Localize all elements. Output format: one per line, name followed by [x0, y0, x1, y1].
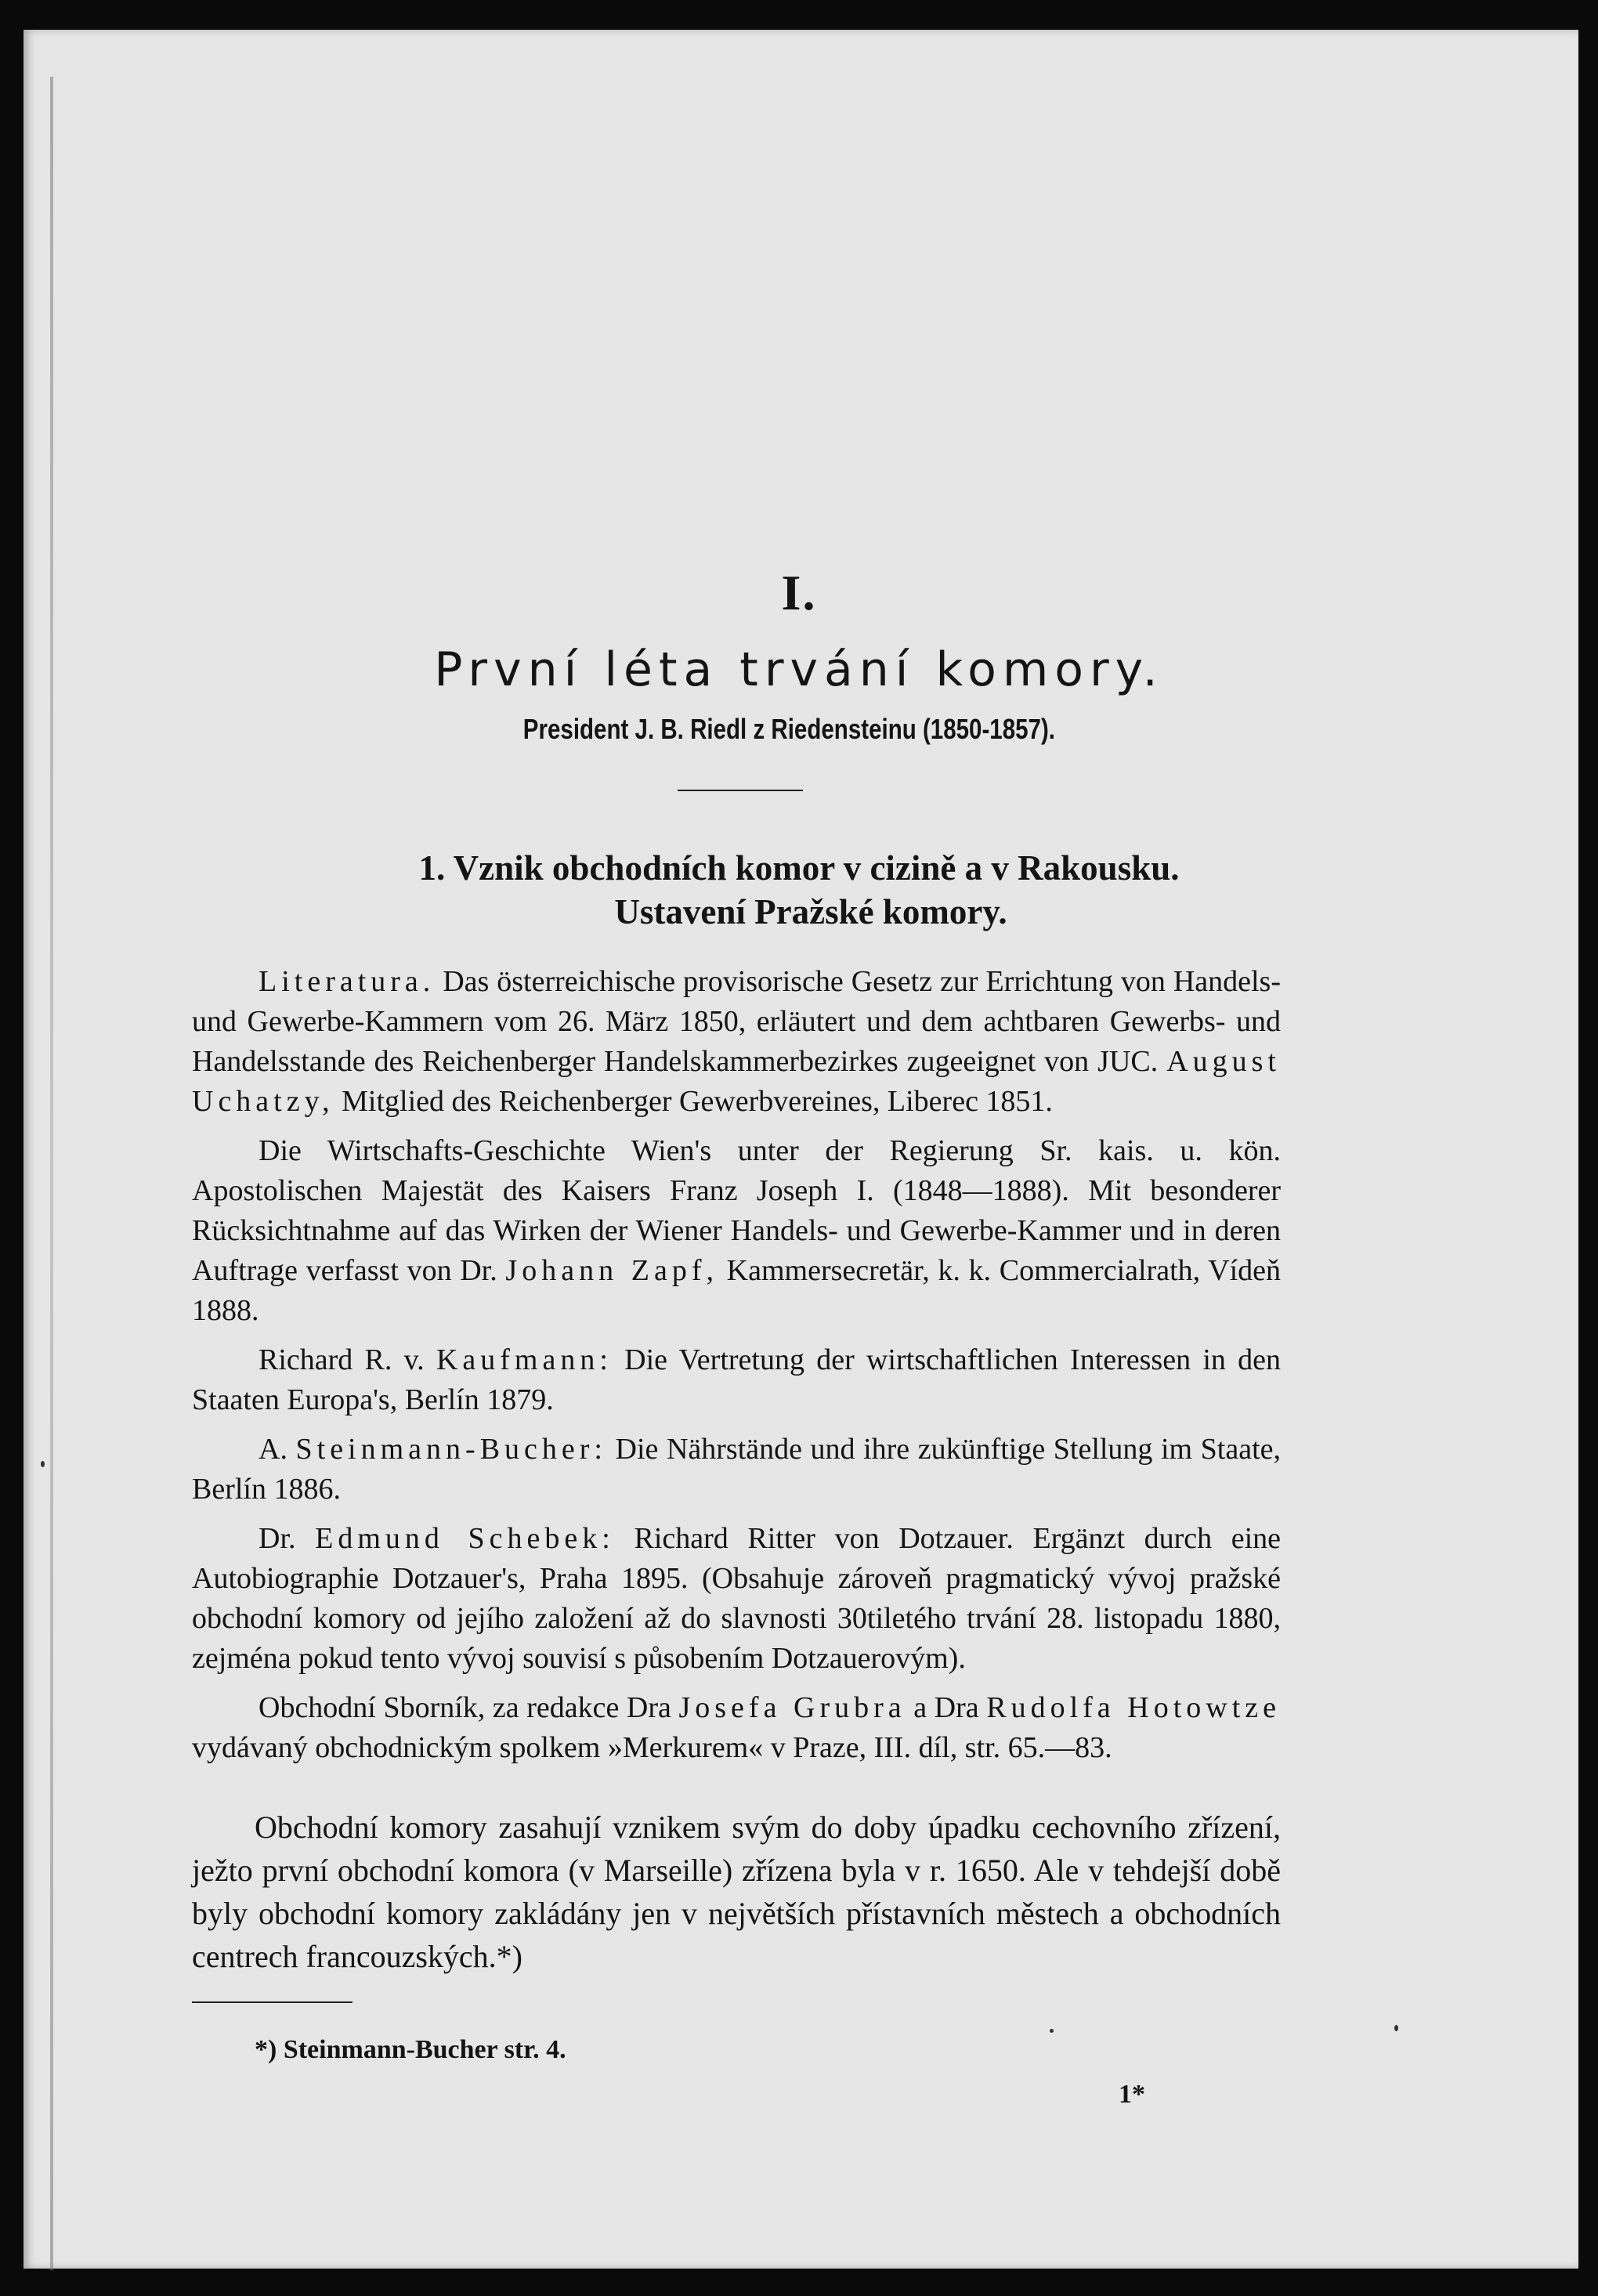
literature-lead: Richard R. v.: [258, 1343, 436, 1376]
section-heading-line2: Ustavení Pražské komory.: [614, 892, 1007, 931]
literature-entry: [192, 1131, 1281, 1331]
literature-tail: Richard Ritter von Dotzauer. Ergänzt durch eine Autobiographie Dotzauer's, Praha 1895. (Obsahuje zároveň pragmatický vývoj pražské obchodní komory od jejího založení až do slavnosti 30tiletého trvání 28. listopadu 1880, zejména pokud tento vývoj souvisí s působením Dotzauerovým).: [192, 1522, 1282, 1675]
page-edge-shadow: [50, 77, 53, 2270]
chapter-title: První léta trvání komory.: [434, 642, 1164, 697]
chapter-number: I.: [781, 565, 817, 620]
title-divider: [678, 790, 803, 791]
literature-entry: [192, 1688, 1281, 1768]
literature-tail: Die Vertretung der wirtschaftlichen Interessen in den Staaten Europa's, Berlín 1879.: [192, 1343, 1282, 1416]
footnote: *) Steinmann-Bucher str. 4.: [255, 2035, 566, 2064]
literature-author: August Uchatzy,: [192, 1045, 1281, 1118]
literature-author: Josefa Grubra: [678, 1691, 906, 1724]
literature-author: Johann Zapf,: [505, 1254, 718, 1287]
literature-text: Das österreichische provisorische Gesetz zur Errichtung von Handels- und Gewerbe-Kammern vom 26. März 1850, erläutert und dem achtbaren Gewerbs- und Handelsstande des Reichenberger Handelskammerbezirkes zugeeignet von JUC.: [192, 965, 1281, 1078]
literature-lead: Obchodní Sborník, za redakce Dra: [258, 1691, 679, 1724]
section-heading: [0, 846, 1598, 934]
literature-lead: Literatura.: [258, 965, 436, 998]
body-paragraph: Obchodní komory zasahují vznikem svým do doby úpadku cechovního zřízení, ježto první obchodní komora (v Marseille) zřízena byla v r. 1650. Ale v tehdejší době byly obchodní komory zakládány jen v největších přístavních městech a obchodních centrech francouzských.*): [192, 1810, 1281, 1974]
chapter-subtitle: President J. B. Riedl z Riedensteinu (1850-1857).: [522, 713, 1055, 745]
literature-entry: [192, 1340, 1281, 1420]
literature-lead: A.: [258, 1433, 296, 1466]
literature-author: Edmund Schebek:: [315, 1522, 615, 1555]
literature-list: [192, 962, 1281, 1777]
literature-tail: Die Nährstände und ihre zukünftige Stellung im Staate, Berlín 1886.: [192, 1433, 1281, 1506]
literature-tail: a Dra: [906, 1691, 987, 1724]
literature-text: Die Wirtschafts-Geschichte Wien's unter der Regierung Sr. kais. u. kön. Apostolischen Majestät des Kaisers Franz Joseph I. (1848—1888). Mit besonderer Rücksichtnahme auf das Wirken der Wiener Handels- und Gewerbe-Kammer und in deren Auftrage verfasst von Dr.: [192, 1134, 1281, 1287]
footnote-divider: [192, 2001, 352, 2003]
literature-entry: [192, 962, 1281, 1122]
body-text: [192, 1806, 1281, 1978]
literature-tail: Kammersecretär, k. k. Commercialrath, Vídeň 1888.: [192, 1254, 1281, 1327]
literature-entry: [192, 1430, 1281, 1510]
paper-speck: [1050, 2029, 1054, 2033]
literature-author: Rudolfa Hotowtze: [986, 1691, 1281, 1724]
signature-mark: 1*: [1119, 2080, 1145, 2109]
section-heading-line1: 1. Vznik obchodních komor v cizině a v Rakousku.: [418, 848, 1180, 888]
literature-author: Steinmann-Bucher:: [295, 1433, 607, 1466]
literature-lead: Dr.: [258, 1522, 316, 1555]
literature-tail: vydávaný obchodnickým spolkem »Merkurem« v Praze, III. díl, str. 65.—83.: [192, 1731, 1112, 1764]
literature-author: Kaufmann:: [436, 1343, 613, 1376]
literature-tail: Mitglied des Reichenberger Gewerbvereines, Liberec 1851.: [334, 1085, 1053, 1118]
paper-speck: [1394, 2025, 1398, 2031]
literature-entry: [192, 1519, 1281, 1679]
paper-speck: [41, 1461, 45, 1467]
